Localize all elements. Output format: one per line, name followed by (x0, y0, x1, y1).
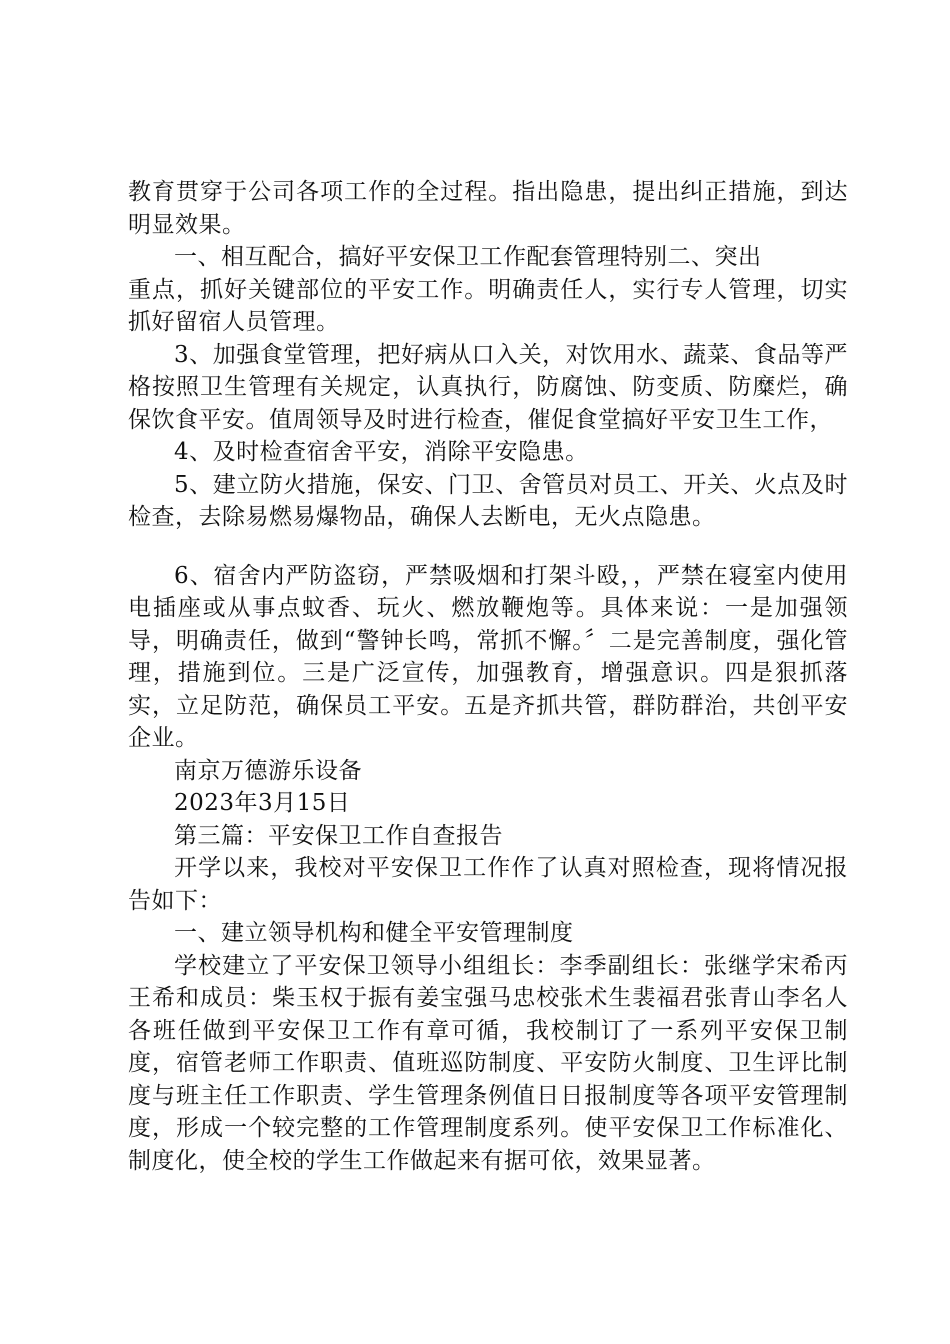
paragraph-item-3-canteen: 3、加强食堂管理，把好病从口入关，对饮用水、蔬菜、食品等严格按照卫生管理有关规定，认真执行，防腐蚀、防变质、防糜烂，确保饮食平安。值周领导及时进行检查，催促食堂搞好平安卫生工作， (128, 341, 848, 433)
paragraph-leadership-group: 学校建立了平安保卫领导小组组长：李季副组长：张继学宋希丙王希和成员：柴玉权于振有姜宝强马忠校张术生裴福君张青山李名人各班任做到平安保卫工作有章可循，我校制订了一系列平安保卫制度，宿管老师工作职责、值班巡防制度、平安防火制度、卫生评比制度与班主任工作职责、学生管理条例值日日报制度等各项平安管理制度，形成一个较完整的工作管理制度系列。使平安保卫工作标准化、制度化，使全校的学生工作做起来有据可依，效果显著。 (128, 952, 848, 1174)
paragraph-key-areas: 重点，抓好关键部位的平安工作。明确责任人，实行专人管理，切实抓好留宿人员管理。 (128, 276, 848, 335)
document-body (128, 176, 848, 1177)
paragraph-section-one-heading: 一、相互配合，搞好平安保卫工作配套管理特别二、突出 (174, 244, 762, 270)
section-heading-leadership: 一、建立领导机构和健全平安管理制度 (174, 920, 574, 946)
paragraph-item-5-fire: 5、建立防火措施，保安、门卫、舍管员对员工、开关、火点及时检查，去除易燃易爆物品，确保人去断电，无火点隐患。 (128, 471, 848, 530)
chapter-three-title: 第三篇：平安保卫工作自查报告 (174, 822, 503, 849)
paragraph-item-4-dormitory: 4、及时检查宿舍平安，消除平安隐患。 (174, 439, 589, 465)
paragraph-continuation: 教育贯穿于公司各项工作的全过程。指出隐患，提出纠正措施，到达明显效果。 (128, 179, 848, 238)
signature-date: 2023年3月15日 (174, 790, 351, 816)
signature-company: 南京万德游乐设备 (174, 757, 362, 784)
paragraph-intro: 开学以来，我校对平安保卫工作作了认真对照检查，现将情况报告如下： (128, 855, 848, 914)
paragraph-item-6-theft: 6、宿舍内严防盗窃，严禁吸烟和打架斗殴，，严禁在寝室内使用电插座或从事点蚊香、玩火、燃放鞭炮等。具体来说：一是加强领导，明确责任，做到“警钟长鸣，常抓不懈。〞二是完善制度，强化管理，措施到位。三是广泛宣传，加强教育，增强意识。四是狠抓落实，立足防范，确保员工平安。五是齐抓共管，群防群治，共创平安企业。 (128, 562, 848, 751)
